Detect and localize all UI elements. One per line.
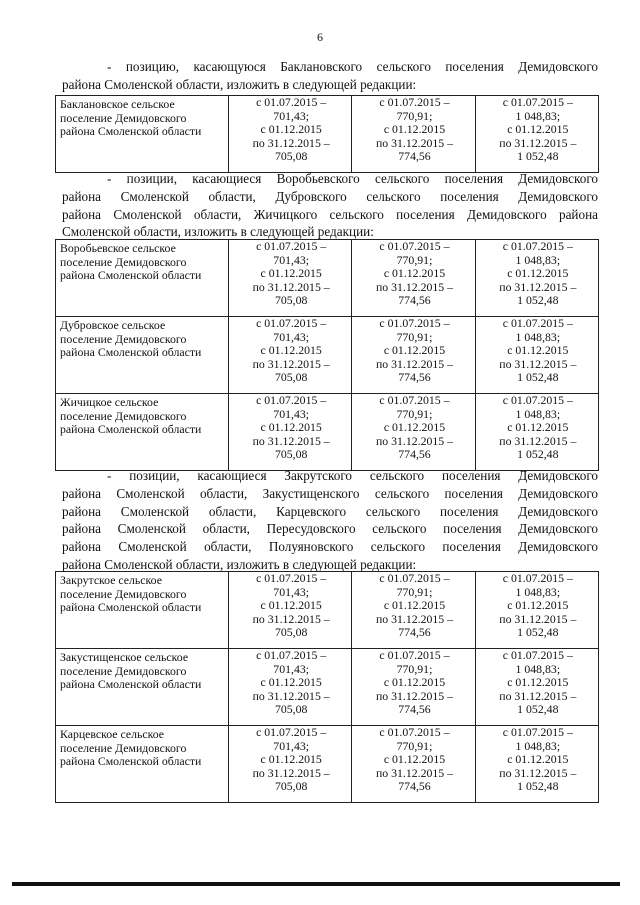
tariff-value-line: 1 048,83; [515, 108, 561, 123]
tariff-value-cell [475, 572, 598, 649]
settlement-name-line: района Смоленской области [60, 345, 202, 360]
tariff-value-line: с 01.12.2015 [507, 598, 569, 613]
settlement-name-cell [56, 316, 229, 393]
tariff-value-line: с 01.12.2015 [260, 420, 322, 435]
table-row [56, 96, 599, 173]
tariff-value-line: 774,56 [398, 370, 431, 385]
settlement-name-line: Дубровское сельское [60, 317, 166, 332]
tariff-value-line: по 31.12.2015 – [375, 135, 454, 150]
tariff-value-line: с 01.12.2015 [260, 752, 322, 767]
tariff-value-line: по 31.12.2015 – [252, 356, 330, 371]
tariff-value-line: 1 052,48 [517, 149, 559, 164]
tariff-value-line: с 01.12.2015 [383, 675, 446, 690]
tariff-value-line: с 01.07.2015 – [379, 95, 450, 109]
tariff-value-line: 774,56 [398, 625, 431, 640]
tariff-value-line: 774,56 [398, 149, 431, 164]
tariff-value-line: 705,08 [274, 779, 308, 794]
tariff-value-line: с 01.12.2015 [507, 122, 569, 137]
tariff-value-line: 1 052,48 [517, 370, 559, 385]
tariff-value-line: 1 052,48 [517, 702, 559, 717]
page-number: 6 [317, 30, 323, 44]
settlement-name-line: поселение Демидовского [60, 586, 187, 601]
tariff-value-line: 1 052,48 [517, 447, 559, 462]
intro-line: Смоленской области, изложить в следующей редакции: [62, 224, 374, 240]
tariff-value-line: 1 052,48 [517, 779, 559, 794]
tariff-value-cell [352, 648, 475, 725]
tariff-value-line: 774,56 [398, 293, 431, 308]
tariff-value-line: по 31.12.2015 – [252, 688, 330, 703]
tariff-value-line: с 01.07.2015 – [379, 571, 450, 585]
tariff-value-cell [352, 96, 475, 173]
page-bottom-rule [12, 882, 620, 886]
tariff-value-line: с 01.07.2015 – [502, 392, 573, 407]
section-intro-vorobyevskoe-group [62, 170, 598, 241]
tariff-value-line: с 01.12.2015 [507, 420, 569, 435]
tariff-value-line: 774,56 [398, 702, 431, 717]
tariff-value-line: 705,08 [274, 702, 308, 717]
tariff-value-cell [229, 648, 352, 725]
tariff-value-line: 701,43; [273, 738, 310, 753]
intro-line: района Смоленской области, Карцевского сельского поселения Демидовского [62, 503, 598, 519]
tariff-value-line: с 01.07.2015 – [502, 724, 573, 739]
settlement-name-cell [56, 240, 229, 317]
settlement-name-line: района Смоленской области [60, 600, 202, 615]
tariff-value-line: с 01.12.2015 [507, 266, 569, 281]
intro-line: района Смоленской области, Полуяновского сельского поселения Демидовского [62, 539, 598, 555]
intro-line: района Смоленской области, Дубровского сельского поселения Демидовского [62, 188, 598, 204]
tariff-table-vorobyevskoe-group [55, 239, 599, 471]
tariff-value-cell [475, 240, 598, 317]
tariff-value-line: с 01.07.2015 – [256, 647, 327, 662]
tariff-value-line: 770,91; [396, 661, 433, 676]
tariff-value-line: 701,43; [273, 584, 310, 599]
tariff-value-line: 1 052,48 [517, 293, 559, 308]
tariff-value-line: 705,08 [274, 370, 308, 385]
tariff-value-line: по 31.12.2015 – [252, 765, 330, 780]
tariff-value-cell [229, 572, 352, 649]
tariff-value-cell [352, 240, 475, 317]
tariff-value-line: 1 048,83; [515, 584, 561, 599]
tariff-table-baklanovskoe [55, 95, 599, 173]
tariff-value-line: с 01.12.2015 [260, 598, 322, 613]
tariff-value-line: по 31.12.2015 – [375, 356, 454, 371]
tariff-value-line: с 01.12.2015 [383, 343, 446, 358]
intro-line: района Смоленской области, Пересудовского сельского поселения Демидовского [62, 521, 598, 537]
tariff-value-line: по 31.12.2015 – [375, 688, 454, 703]
settlement-name-line: поселение Демидовского [60, 740, 187, 755]
tariff-value-line: по 31.12.2015 – [375, 279, 454, 294]
tariff-value-line: с 01.12.2015 [383, 266, 446, 281]
tariff-value-line: 705,08 [274, 293, 308, 308]
tariff-value-line: по 31.12.2015 – [252, 135, 330, 150]
tariff-value-line: 770,91; [396, 252, 433, 267]
tariff-value-line: 1 048,83; [515, 329, 561, 344]
intro-line: района Смоленской области, изложить в следующей редакции: [62, 76, 417, 92]
table-row [56, 240, 599, 317]
settlement-name-cell [56, 648, 229, 725]
tariff-value-line: 770,91; [396, 329, 433, 344]
tariff-value-line: по 31.12.2015 – [499, 356, 577, 371]
tariff-value-line: по 31.12.2015 – [499, 688, 577, 703]
tariff-value-line: 701,43; [273, 108, 310, 123]
tariff-value-line: по 31.12.2015 – [252, 433, 330, 448]
tariff-value-line: 705,08 [274, 447, 308, 462]
tariff-value-line: с 01.07.2015 – [502, 647, 573, 662]
tariff-value-line: с 01.12.2015 [507, 343, 569, 358]
tariff-value-line: по 31.12.2015 – [375, 611, 454, 626]
tariff-value-line: 774,56 [398, 447, 431, 462]
intro-line: района Смоленской области, Закустищенского сельского поселения Демидовского [62, 485, 598, 501]
tariff-value-line: с 01.07.2015 – [256, 315, 327, 330]
tariff-value-line: 701,43; [273, 661, 310, 676]
table-row [56, 725, 599, 802]
tariff-value-line: по 31.12.2015 – [499, 433, 577, 448]
tariff-value-line: 770,91; [396, 584, 433, 599]
settlement-name-line: поселение Демидовского [60, 663, 187, 678]
intro-line: - позиции, касающиеся Закрутского сельского поселения Демидовского [107, 468, 598, 483]
tariff-value-line: с 01.07.2015 – [256, 239, 327, 253]
tariff-value-line: с 01.12.2015 [383, 122, 446, 137]
tariff-value-line: по 31.12.2015 – [252, 279, 330, 294]
tariff-value-line: 701,43; [273, 329, 310, 344]
tariff-value-cell [229, 725, 352, 802]
settlement-name-line: района Смоленской области [60, 677, 202, 692]
tariff-value-line: с 01.12.2015 [260, 122, 322, 137]
settlement-name-line: Баклановское сельское [60, 97, 175, 111]
settlement-name-cell [56, 572, 229, 649]
tariff-value-line: с 01.07.2015 – [502, 239, 573, 253]
tariff-value-cell [229, 96, 352, 173]
tariff-value-line: 770,91; [396, 406, 433, 421]
settlement-name-line: поселение Демидовского [60, 254, 187, 269]
tariff-value-line: 701,43; [273, 406, 310, 421]
tariff-value-line: по 31.12.2015 – [499, 611, 577, 626]
tariff-value-line: по 31.12.2015 – [252, 611, 330, 626]
tariff-value-cell [475, 316, 598, 393]
section-intro-zakrutskoe-group [62, 467, 598, 574]
intro-line: района Смоленской области, Жичицкого сельского поселения Демидовского района [62, 206, 598, 222]
tariff-value-cell [229, 316, 352, 393]
tariff-value-line: по 31.12.2015 – [499, 765, 577, 780]
table-row [56, 572, 599, 649]
settlement-name-line: Воробьевское сельское [60, 241, 176, 255]
table-row [56, 316, 599, 393]
tariff-value-cell [352, 316, 475, 393]
intro-line: - позиции, касающиеся Воробьевского сельского поселения Демидовского [107, 171, 598, 186]
tariff-value-cell [352, 725, 475, 802]
tariff-value-line: по 31.12.2015 – [499, 279, 577, 294]
tariff-value-line: 705,08 [274, 625, 308, 640]
tariff-value-line: с 01.07.2015 – [502, 571, 573, 585]
settlement-name-line: Закустищенское сельское [60, 649, 189, 664]
settlement-name-line: района Смоленской области [60, 422, 202, 437]
tariff-value-line: по 31.12.2015 – [499, 135, 577, 150]
settlement-name-line: поселение Демидовского [60, 331, 187, 346]
tariff-value-line: с 01.07.2015 – [379, 647, 450, 662]
tariff-value-line: по 31.12.2015 – [375, 765, 454, 780]
tariff-value-line: 1 048,83; [515, 252, 561, 267]
tariff-value-line: с 01.07.2015 – [502, 95, 573, 109]
settlement-name-line: Карцевское сельское [60, 726, 165, 741]
tariff-value-cell [475, 96, 598, 173]
tariff-value-line: с 01.12.2015 [507, 752, 569, 767]
tariff-value-line: с 01.12.2015 [260, 343, 322, 358]
tariff-value-line: по 31.12.2015 – [375, 433, 454, 448]
tariff-value-line: с 01.07.2015 – [256, 95, 327, 109]
intro-line: - позицию, касающуюся Баклановского сельского поселения Демидовского [107, 59, 598, 74]
settlement-name-line: поселение Демидовского [60, 110, 187, 125]
tariff-value-line: 1 048,83; [515, 738, 561, 753]
section-intro-baklanovskoe [62, 58, 598, 94]
tariff-value-line: с 01.07.2015 – [502, 315, 573, 330]
settlement-name-cell [56, 96, 229, 173]
tariff-value-line: с 01.12.2015 [383, 752, 446, 767]
tariff-value-cell [352, 572, 475, 649]
settlement-name-line: поселение Демидовского [60, 408, 187, 423]
tariff-value-line: с 01.07.2015 – [379, 392, 450, 407]
tariff-value-line: с 01.12.2015 [260, 266, 322, 281]
settlement-name-line: района Смоленской области [60, 268, 202, 283]
tariff-value-line: с 01.12.2015 [507, 675, 569, 690]
tariff-value-line: с 01.07.2015 – [256, 392, 327, 407]
tariff-value-line: с 01.12.2015 [383, 420, 446, 435]
intro-line: района Смоленской области, изложить в следующей редакции: [62, 556, 417, 572]
tariff-value-line: с 01.12.2015 [260, 675, 322, 690]
tariff-value-cell [352, 393, 475, 470]
tariff-value-line: с 01.07.2015 – [379, 315, 450, 330]
tariff-value-cell [475, 725, 598, 802]
tariff-value-line: с 01.07.2015 – [379, 724, 450, 739]
tariff-value-cell [229, 240, 352, 317]
tariff-value-line: 770,91; [396, 738, 433, 753]
tariff-value-line: с 01.07.2015 – [256, 724, 327, 739]
tariff-value-cell [229, 393, 352, 470]
settlement-name-line: района Смоленской области [60, 754, 202, 769]
tariff-value-line: 1 048,83; [515, 661, 561, 676]
tariff-value-cell [475, 393, 598, 470]
tariff-table-zakrutskoe-group [55, 571, 599, 803]
tariff-value-cell [475, 648, 598, 725]
tariff-value-line: 774,56 [398, 779, 431, 794]
tariff-value-line: 1 048,83; [515, 406, 561, 421]
settlement-name-line: Жичицкое сельское [60, 394, 159, 409]
tariff-value-line: 701,43; [273, 252, 310, 267]
settlement-name-cell [56, 725, 229, 802]
tariff-value-line: с 01.07.2015 – [379, 239, 450, 253]
tariff-value-line: с 01.12.2015 [383, 598, 446, 613]
tariff-value-line: 770,91; [396, 108, 433, 123]
settlement-name-cell [56, 393, 229, 470]
settlement-name-line: района Смоленской области [60, 124, 202, 139]
settlement-name-line: Закрутское сельское [60, 573, 162, 587]
tariff-value-line: с 01.07.2015 – [256, 571, 327, 585]
table-row [56, 648, 599, 725]
tariff-value-line: 705,08 [274, 149, 308, 164]
tariff-value-line: 1 052,48 [517, 625, 559, 640]
table-row [56, 393, 599, 470]
